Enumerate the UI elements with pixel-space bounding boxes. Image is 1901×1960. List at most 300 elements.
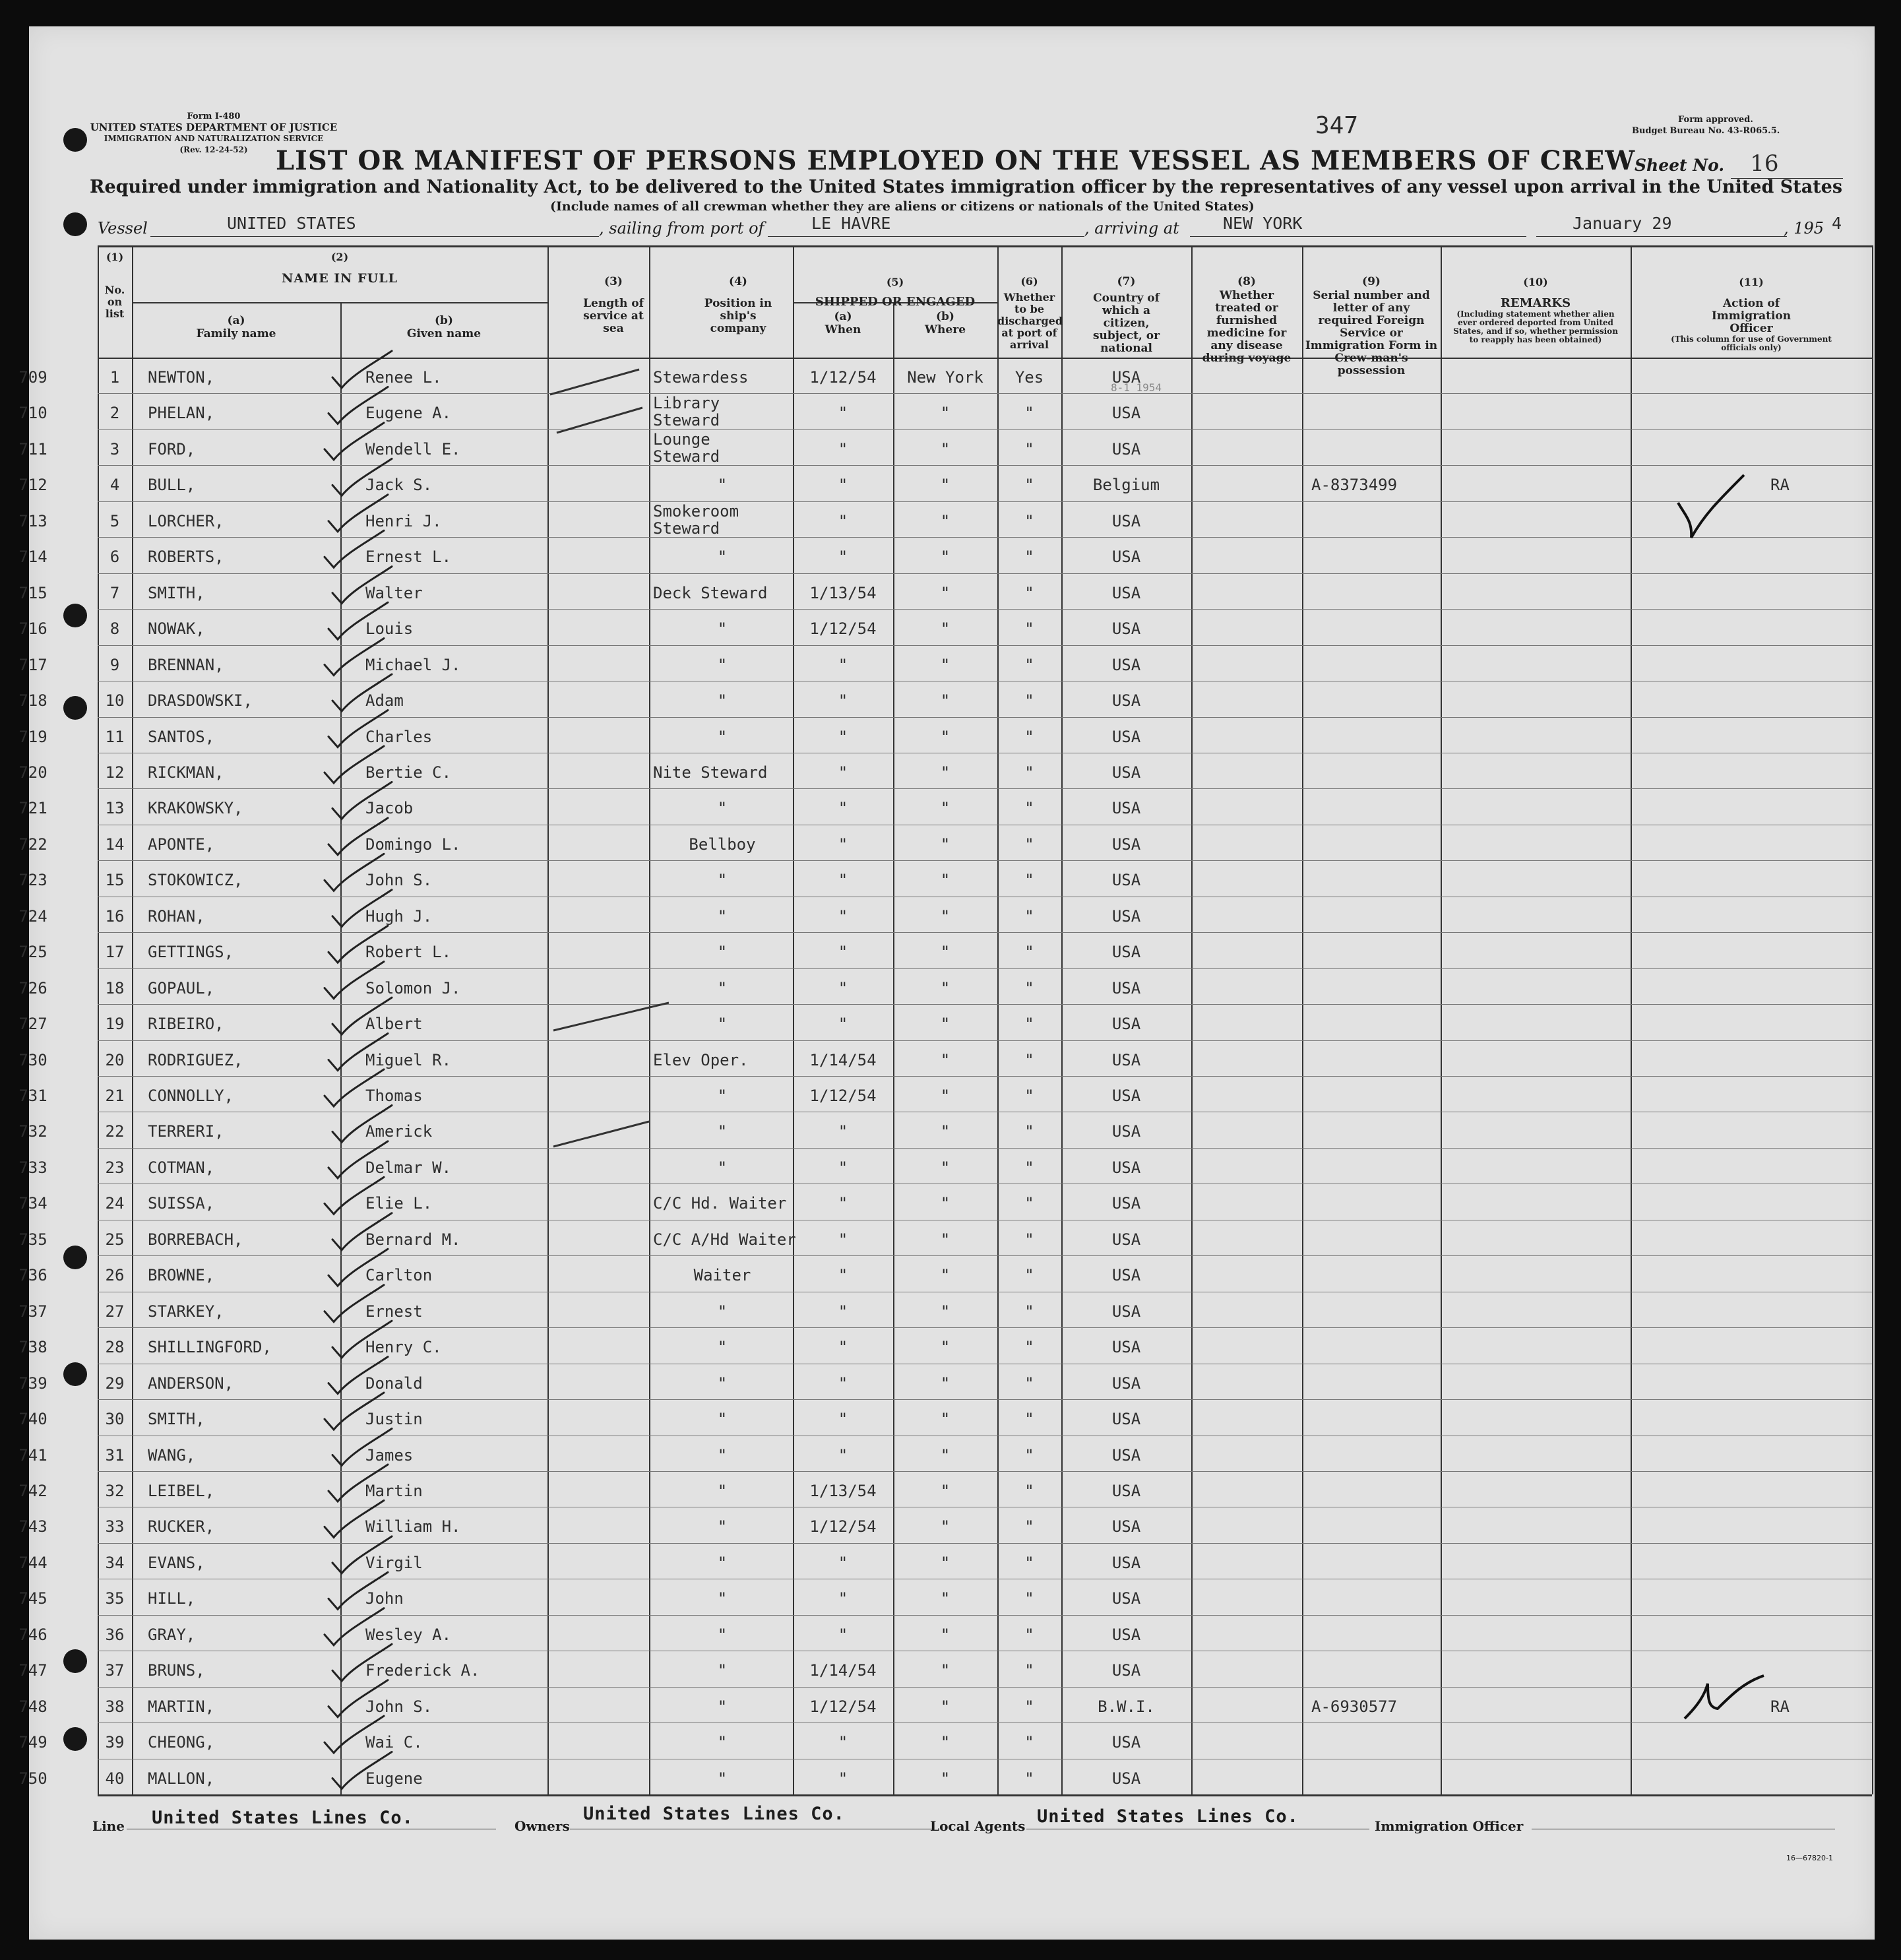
- cell-no: 35: [105, 1589, 125, 1608]
- row-divider: [98, 1076, 1872, 1077]
- cell-action: RA: [1770, 1697, 1790, 1716]
- row-divider: [98, 860, 1872, 861]
- cell-family: RODRIGUEZ,: [148, 1050, 243, 1069]
- cell-position: ": [717, 1087, 728, 1105]
- form-subtitle: Required under immigration and Nationality Act, to be delivered to the United States immigration officer by the representatives of any vessel upon arrival in the United States: [90, 177, 1843, 197]
- cell-when: ": [838, 1769, 848, 1788]
- table-top-border: [98, 245, 1872, 247]
- cell-stamp: 709: [18, 368, 47, 387]
- cell-stamp: 748: [18, 1697, 47, 1716]
- cell-given: Robert L.: [365, 943, 452, 962]
- cell-stamp: 721: [18, 799, 47, 818]
- cell-no: 2: [109, 404, 120, 423]
- row-divider: [98, 429, 1872, 430]
- col5a-header: (a) When: [825, 310, 861, 336]
- cell-family: SHILLINGFORD,: [148, 1338, 272, 1357]
- cell-no: 39: [105, 1733, 125, 1752]
- cell-position: C/C Hd. Waiter: [653, 1194, 787, 1213]
- col1-number: (1): [106, 251, 124, 263]
- cell-no: 24: [105, 1194, 125, 1213]
- cell-where: ": [940, 1697, 950, 1716]
- cell-when: 1/12/54: [809, 1697, 877, 1716]
- col11-note: (This column for use of Government officials only): [1671, 334, 1832, 352]
- cell-where: ": [940, 1410, 950, 1429]
- cell-family: BROWNE,: [148, 1266, 215, 1285]
- cell-where: ": [940, 1158, 950, 1177]
- cell-stamp: 730: [18, 1050, 47, 1069]
- cell-serial: A-6930577: [1311, 1697, 1398, 1716]
- cell-no: 37: [105, 1661, 125, 1680]
- punch-hole: [63, 212, 87, 236]
- cell-family: CONNOLLY,: [148, 1087, 234, 1105]
- cell-discharge: ": [1024, 1338, 1034, 1357]
- cell-when: ": [838, 799, 848, 818]
- cell-when: ": [838, 727, 848, 746]
- cell-country: USA: [1111, 1338, 1141, 1357]
- row-divider: [98, 968, 1872, 969]
- strike-mark: [550, 369, 639, 395]
- cell-family: EVANS,: [148, 1553, 205, 1572]
- cell-position: ": [717, 1374, 728, 1393]
- cell-position: ": [717, 1158, 728, 1177]
- cell-where: ": [940, 439, 950, 458]
- cell-stamp: 712: [18, 476, 47, 495]
- cell-country: USA: [1111, 1122, 1141, 1141]
- sheet-number-field: [1635, 150, 1778, 177]
- cell-family: GOPAUL,: [148, 978, 215, 997]
- cell-stamp: 750: [18, 1769, 47, 1788]
- row-divider: [98, 609, 1872, 610]
- cell-stamp: 722: [18, 835, 47, 854]
- cell-where: ": [940, 583, 950, 602]
- cell-country: USA: [1111, 655, 1141, 674]
- cell-no: 6: [109, 548, 120, 567]
- cell-where: ": [940, 1661, 950, 1680]
- cell-discharge: ": [1024, 476, 1034, 495]
- punch-hole: [63, 1362, 87, 1386]
- row-divider: [98, 1615, 1872, 1616]
- cell-where: ": [940, 1517, 950, 1536]
- officer-check-icon: [1678, 475, 1744, 538]
- cell-country: USA: [1111, 439, 1141, 458]
- form-approval: [1632, 114, 1780, 137]
- row-divider: [98, 1327, 1872, 1328]
- col7-header: [1061, 276, 1191, 355]
- cell-stamp: 719: [18, 727, 47, 746]
- cell-no: 30: [105, 1410, 125, 1429]
- cell-no: 16: [105, 906, 125, 926]
- cell-country: USA: [1111, 1266, 1141, 1285]
- cell-given: Michael J.: [365, 655, 461, 674]
- cell-discharge: ": [1024, 1553, 1034, 1572]
- cell-position: ": [717, 1338, 728, 1357]
- cell-where: ": [940, 1481, 950, 1500]
- cell-given: Delmar W.: [365, 1158, 452, 1177]
- col-divider: [1302, 245, 1303, 1794]
- cell-where: ": [940, 691, 950, 711]
- cell-position: ": [717, 799, 728, 818]
- cell-family: KRAKOWSKY,: [148, 799, 243, 818]
- cell-where: ": [940, 1266, 950, 1285]
- cell-discharge: ": [1024, 1661, 1034, 1680]
- cell-no: 36: [105, 1625, 125, 1644]
- cell-country: USA: [1111, 1410, 1141, 1429]
- cell-no: 3: [109, 439, 120, 458]
- cell-discharge: ": [1024, 1302, 1034, 1321]
- page-number: 347: [1315, 112, 1359, 139]
- strike-mark: [553, 1122, 649, 1147]
- col10-number: (10): [1523, 276, 1548, 288]
- col4-label: Position in ship's company: [704, 297, 772, 335]
- cell-where: ": [940, 1733, 950, 1752]
- cell-position: ": [717, 655, 728, 674]
- cell-position: ": [717, 1481, 728, 1500]
- col11-header: [1631, 276, 1872, 352]
- cell-position: Lounge Steward: [653, 429, 720, 466]
- cell-country: USA: [1111, 368, 1141, 387]
- cell-family: DRASDOWSKI,: [148, 691, 253, 711]
- cell-country: USA: [1111, 1589, 1141, 1608]
- cell-no: 4: [109, 476, 120, 495]
- cell-stamp: 731: [18, 1087, 47, 1105]
- row-divider: [98, 1148, 1872, 1149]
- sheet-label: Sheet No.: [1635, 156, 1725, 175]
- cell-discharge: ": [1024, 727, 1034, 746]
- cell-no: 1: [109, 368, 120, 387]
- cell-family: HILL,: [148, 1589, 196, 1608]
- arrival-date: January 29: [1573, 214, 1672, 233]
- cell-country: USA: [1111, 1050, 1141, 1069]
- col4-header: [695, 276, 781, 335]
- cell-family: ROHAN,: [148, 906, 205, 926]
- cell-country: USA: [1111, 1769, 1141, 1788]
- cell-given: Hugh J.: [365, 906, 433, 926]
- cell-stamp: 743: [18, 1517, 47, 1536]
- cell-country: USA: [1111, 1087, 1141, 1105]
- cell-family: MARTIN,: [148, 1697, 215, 1716]
- cell-where: ": [940, 727, 950, 746]
- vessel-underline: [150, 236, 599, 237]
- cell-where: ": [940, 906, 950, 926]
- cell-when: ": [838, 1338, 848, 1357]
- row-divider: [98, 1040, 1872, 1041]
- cell-family: GETTINGS,: [148, 943, 234, 962]
- cell-where: ": [940, 763, 950, 782]
- cell-where: ": [940, 619, 950, 639]
- cell-discharge: ": [1024, 404, 1034, 423]
- cell-family: RIBEIRO,: [148, 1015, 224, 1034]
- port-to-underline: [1190, 236, 1526, 237]
- table-right-border: [1872, 245, 1873, 1794]
- cell-stamp: 716: [18, 619, 47, 639]
- row-divider: [98, 465, 1872, 466]
- cell-family: ROBERTS,: [148, 548, 224, 567]
- cell-where: ": [940, 1302, 950, 1321]
- cell-given: John S.: [365, 1697, 433, 1716]
- cell-country: USA: [1111, 1553, 1141, 1572]
- cell-country: USA: [1111, 1517, 1141, 1536]
- col5-header: [793, 276, 997, 309]
- cell-discharge: ": [1024, 655, 1034, 674]
- cell-where: ": [940, 1374, 950, 1393]
- owners-label: Owners: [514, 1818, 570, 1834]
- cell-no: 26: [105, 1266, 125, 1285]
- cell-when: ": [838, 1230, 848, 1249]
- cell-when: ": [838, 978, 848, 997]
- cell-family: ANDERSON,: [148, 1374, 234, 1393]
- col2-number: (2): [330, 251, 349, 263]
- col9-label: Serial number and letter of any required Foreign Service or Immigration Form in Crew-man's possession: [1305, 289, 1438, 377]
- cell-family: FORD,: [148, 439, 196, 458]
- cell-family: BULL,: [148, 476, 196, 495]
- punch-hole: [63, 1649, 87, 1673]
- col5-label: SHIPPED OR ENGAGED: [815, 295, 976, 309]
- cell-when: 1/14/54: [809, 1661, 877, 1680]
- cell-given: Justin: [365, 1410, 423, 1429]
- cell-when: ": [838, 1194, 848, 1213]
- vessel-label: Vessel: [98, 219, 148, 237]
- cell-given: Henry C.: [365, 1338, 442, 1357]
- cell-when: ": [838, 871, 848, 890]
- cell-family: SMITH,: [148, 583, 205, 602]
- cell-position: ": [717, 1733, 728, 1752]
- cell-stamp: 711: [18, 439, 47, 458]
- vessel-name: UNITED STATES: [227, 214, 356, 233]
- cell-given: Albert: [365, 1015, 423, 1034]
- cell-given: Thomas: [365, 1087, 423, 1105]
- cell-position: Smokeroom Steward: [653, 501, 739, 538]
- cell-family: STARKEY,: [148, 1302, 224, 1321]
- cell-no: 9: [109, 655, 120, 674]
- cell-stamp: 710: [18, 404, 47, 423]
- cell-when: ": [838, 1589, 848, 1608]
- cell-when: 1/13/54: [809, 1481, 877, 1500]
- col3-header: [580, 276, 646, 335]
- cell-where: ": [940, 1230, 950, 1249]
- cell-country: B.W.I.: [1098, 1697, 1155, 1716]
- row-divider: [98, 501, 1872, 502]
- cell-no: 34: [105, 1553, 125, 1572]
- cell-where: ": [940, 835, 950, 854]
- cell-given: John S.: [365, 871, 433, 890]
- col5-number: (5): [886, 276, 904, 288]
- row-divider: [98, 1543, 1872, 1544]
- cell-family: BRENNAN,: [148, 655, 224, 674]
- cell-family: SMITH,: [148, 1410, 205, 1429]
- cell-where: ": [940, 476, 950, 495]
- cell-no: 12: [105, 763, 125, 782]
- cell-family: WANG,: [148, 1445, 196, 1465]
- cell-no: 18: [105, 978, 125, 997]
- col-divider: [340, 302, 342, 1794]
- row-divider: [98, 573, 1872, 574]
- cell-position: ": [717, 1625, 728, 1644]
- cell-stamp: 745: [18, 1589, 47, 1608]
- cell-family: GRAY,: [148, 1625, 196, 1644]
- cell-given: Jack S.: [365, 476, 433, 495]
- col2-header: [132, 251, 547, 286]
- cell-position: ": [717, 548, 728, 567]
- row-divider: [98, 537, 1872, 538]
- cell-country: USA: [1111, 1194, 1141, 1213]
- cell-stamp: 720: [18, 763, 47, 782]
- cell-where: ": [940, 1050, 950, 1069]
- cell-discharge: ": [1024, 871, 1034, 890]
- cell-where: ": [940, 511, 950, 530]
- line-label: Line: [92, 1818, 125, 1834]
- col-divider: [1631, 245, 1632, 1794]
- cell-when: ": [838, 943, 848, 962]
- strike-mark: [553, 1003, 669, 1030]
- cell-position: Bellboy: [689, 835, 756, 854]
- col2-label: NAME IN FULL: [282, 271, 398, 286]
- cell-given: Solomon J.: [365, 978, 461, 997]
- cell-given: Domingo L.: [365, 835, 461, 854]
- cell-country: USA: [1111, 1302, 1141, 1321]
- col-divider: [1191, 245, 1193, 1794]
- cell-when: 1/12/54: [809, 619, 877, 639]
- col6-number: (6): [1020, 275, 1038, 288]
- cell-country: USA: [1111, 978, 1141, 997]
- cell-discharge: ": [1024, 548, 1034, 567]
- cell-stamp: 715: [18, 583, 47, 602]
- cell-stamp: 737: [18, 1302, 47, 1321]
- cell-position: ": [717, 1410, 728, 1429]
- cell-when: ": [838, 1553, 848, 1572]
- cell-no: 13: [105, 799, 125, 818]
- col5b-header: (b) Where: [924, 310, 966, 336]
- form-note: (Include names of all crewman whether they are aliens or citizens or nationals of the United States): [550, 199, 1255, 214]
- cell-stamp: 714: [18, 548, 47, 567]
- cell-when: ": [838, 1733, 848, 1752]
- cell-no: 40: [105, 1769, 125, 1788]
- cell-country: USA: [1111, 511, 1141, 530]
- cell-given: Henri J.: [365, 511, 442, 530]
- cell-stamp: 739: [18, 1374, 47, 1393]
- cell-where: ": [940, 1625, 950, 1644]
- cell-where: ": [940, 1553, 950, 1572]
- cell-when: ": [838, 1374, 848, 1393]
- cell-given: Elie L.: [365, 1194, 433, 1213]
- cell-given: Virgil: [365, 1553, 423, 1572]
- cell-given: William H.: [365, 1517, 461, 1536]
- cell-no: 32: [105, 1481, 125, 1500]
- cell-discharge: ": [1024, 1266, 1034, 1285]
- cell-no: 5: [109, 511, 120, 530]
- cell-when: ": [838, 1302, 848, 1321]
- row-divider: [98, 1471, 1872, 1472]
- cell-country: USA: [1111, 1158, 1141, 1177]
- cell-country: USA: [1111, 871, 1141, 890]
- cell-country: Belgium: [1092, 476, 1160, 495]
- cell-where: ": [940, 1769, 950, 1788]
- sailing-label: , sailing from port of: [599, 219, 764, 237]
- cell-given: Martin: [365, 1481, 423, 1500]
- cell-discharge: ": [1024, 1697, 1034, 1716]
- cell-family: SANTOS,: [148, 727, 215, 746]
- cell-where: ": [940, 1122, 950, 1141]
- cell-discharge: ": [1024, 511, 1034, 530]
- cell-given: Ernest: [365, 1302, 423, 1321]
- cell-discharge: ": [1024, 583, 1034, 602]
- cell-no: 38: [105, 1697, 125, 1716]
- budget-number: Budget Bureau No. 43-R065.5.: [1632, 126, 1780, 136]
- cell-given: Walter: [365, 583, 423, 602]
- cell-stamp: 732: [18, 1122, 47, 1141]
- row-divider: [98, 1399, 1872, 1400]
- cell-discharge: ": [1024, 1733, 1034, 1752]
- cell-discharge: ": [1024, 1481, 1034, 1500]
- cell-discharge: ": [1024, 1158, 1034, 1177]
- cell-stamp: 749: [18, 1733, 47, 1752]
- cell-position: ": [717, 1589, 728, 1608]
- cell-discharge: ": [1024, 1194, 1034, 1213]
- cell-family: MALLON,: [148, 1769, 215, 1788]
- col10-note: (Including statement whether alien ever ordered deported from United States, and if so, whether permission to reapply has been obtained): [1453, 309, 1618, 344]
- cell-country: USA: [1111, 1661, 1141, 1680]
- port-from-underline: [768, 236, 1084, 237]
- cell-position: ": [717, 943, 728, 962]
- col11-label: Action of Immigration Officer: [1711, 297, 1792, 335]
- cell-stamp: 738: [18, 1338, 47, 1357]
- col11-number: (11): [1739, 276, 1764, 288]
- cell-country: USA: [1111, 583, 1141, 602]
- row-divider: [98, 932, 1872, 933]
- cell-discharge: Yes: [1014, 368, 1044, 387]
- cell-position: ": [717, 727, 728, 746]
- cell-discharge: ": [1024, 1374, 1034, 1393]
- cell-position: ": [717, 1769, 728, 1788]
- cell-family: CHEONG,: [148, 1733, 215, 1752]
- cell-given: Carlton: [365, 1266, 433, 1285]
- cell-when: ": [838, 906, 848, 926]
- col-divider: [132, 245, 133, 1794]
- cell-country: USA: [1111, 763, 1141, 782]
- cell-when: ": [838, 511, 848, 530]
- cell-country: USA: [1111, 548, 1141, 567]
- cell-discharge: ": [1024, 1769, 1034, 1788]
- cell-given: Eugene A.: [365, 404, 452, 423]
- cell-given: Ernest L.: [365, 548, 452, 567]
- cell-where: ": [940, 978, 950, 997]
- cell-no: 21: [105, 1087, 125, 1105]
- cell-given: Miguel R.: [365, 1050, 452, 1069]
- line-value: United States Lines Co.: [152, 1808, 414, 1828]
- cell-when: ": [838, 439, 848, 458]
- cell-no: 28: [105, 1338, 125, 1357]
- cell-position: ": [717, 619, 728, 639]
- cell-position: Waiter: [693, 1266, 751, 1285]
- sheet-number: 16: [1750, 150, 1779, 177]
- cell-family: LEIBEL,: [148, 1481, 215, 1500]
- cell-position: Elev Oper.: [653, 1050, 749, 1069]
- cell-when: ": [838, 1266, 848, 1285]
- row-divider: [98, 393, 1872, 394]
- cell-discharge: ": [1024, 439, 1034, 458]
- col1-header: [98, 251, 132, 320]
- cell-position: ": [717, 1661, 728, 1680]
- cell-when: ": [838, 835, 848, 854]
- cell-when: ": [838, 1410, 848, 1429]
- cell-stamp: 734: [18, 1194, 47, 1213]
- cell-discharge: ": [1024, 835, 1034, 854]
- cell-country: USA: [1111, 691, 1141, 711]
- cell-when: ": [838, 1625, 848, 1644]
- cell-when: ": [838, 1015, 848, 1034]
- cell-position: ": [717, 1697, 728, 1716]
- cell-stamp: 723: [18, 871, 47, 890]
- cell-country: USA: [1111, 835, 1141, 854]
